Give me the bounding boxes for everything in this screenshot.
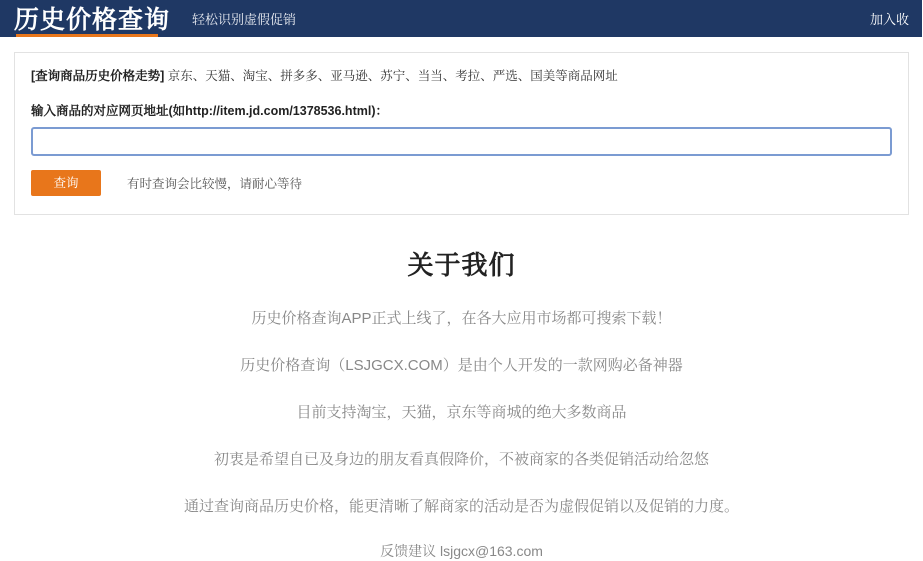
notice-text: 京东、天猫、淘宝、拼多多、亚马逊、苏宁、当当、考拉、严选、国美等商品网址 [164, 69, 618, 83]
about-line: 历史价格查询（LSJGCX.COM）是由个人开发的一款网购必备神器 [240, 357, 683, 374]
about-line: 历史价格查询APP正式上线了，在各大应用市场都可搜索下载！ [251, 310, 672, 327]
brand-title: 历史价格查询 [14, 6, 171, 34]
query-panel [14, 52, 909, 215]
site-header [0, 0, 923, 37]
query-hint-text: 有时查询会比较慢，请耐心等待 [127, 177, 303, 191]
about-line: 初衷是希望自已及身边的朋友看真假降价，不被商家的各类促销活动给忽悠 [213, 451, 709, 468]
brand-logo[interactable] [14, 0, 170, 37]
about-title: 关于我们 [407, 250, 516, 280]
about-line: 目前支持淘宝，天猫，京东等商城的绝大多数商品 [296, 404, 627, 421]
supported-sites-notice [15, 53, 908, 85]
query-action-row [15, 156, 908, 214]
about-line: 通过查询商品历史价格，能更清晰了解商家的活动是否为虚假促销以及促销的力度。 [183, 498, 739, 515]
query-button[interactable]: 查询 [31, 170, 101, 196]
brand-underline-decoration [16, 34, 158, 37]
about-section [0, 245, 923, 561]
site-slogan: 轻松识别虚假促销 [192, 12, 297, 27]
product-url-input[interactable] [31, 127, 892, 156]
url-input-label: 输入商品的对应网页地址(如http://item.jd.com/1378536.html)： [31, 104, 388, 118]
url-input-row [15, 119, 908, 156]
feedback-email: 反馈建议 lsjgcx@163.com [380, 543, 543, 559]
notice-prefix: [查询商品历史价格走势] [31, 69, 165, 83]
add-favorite-link[interactable]: 加入收 [869, 12, 909, 27]
